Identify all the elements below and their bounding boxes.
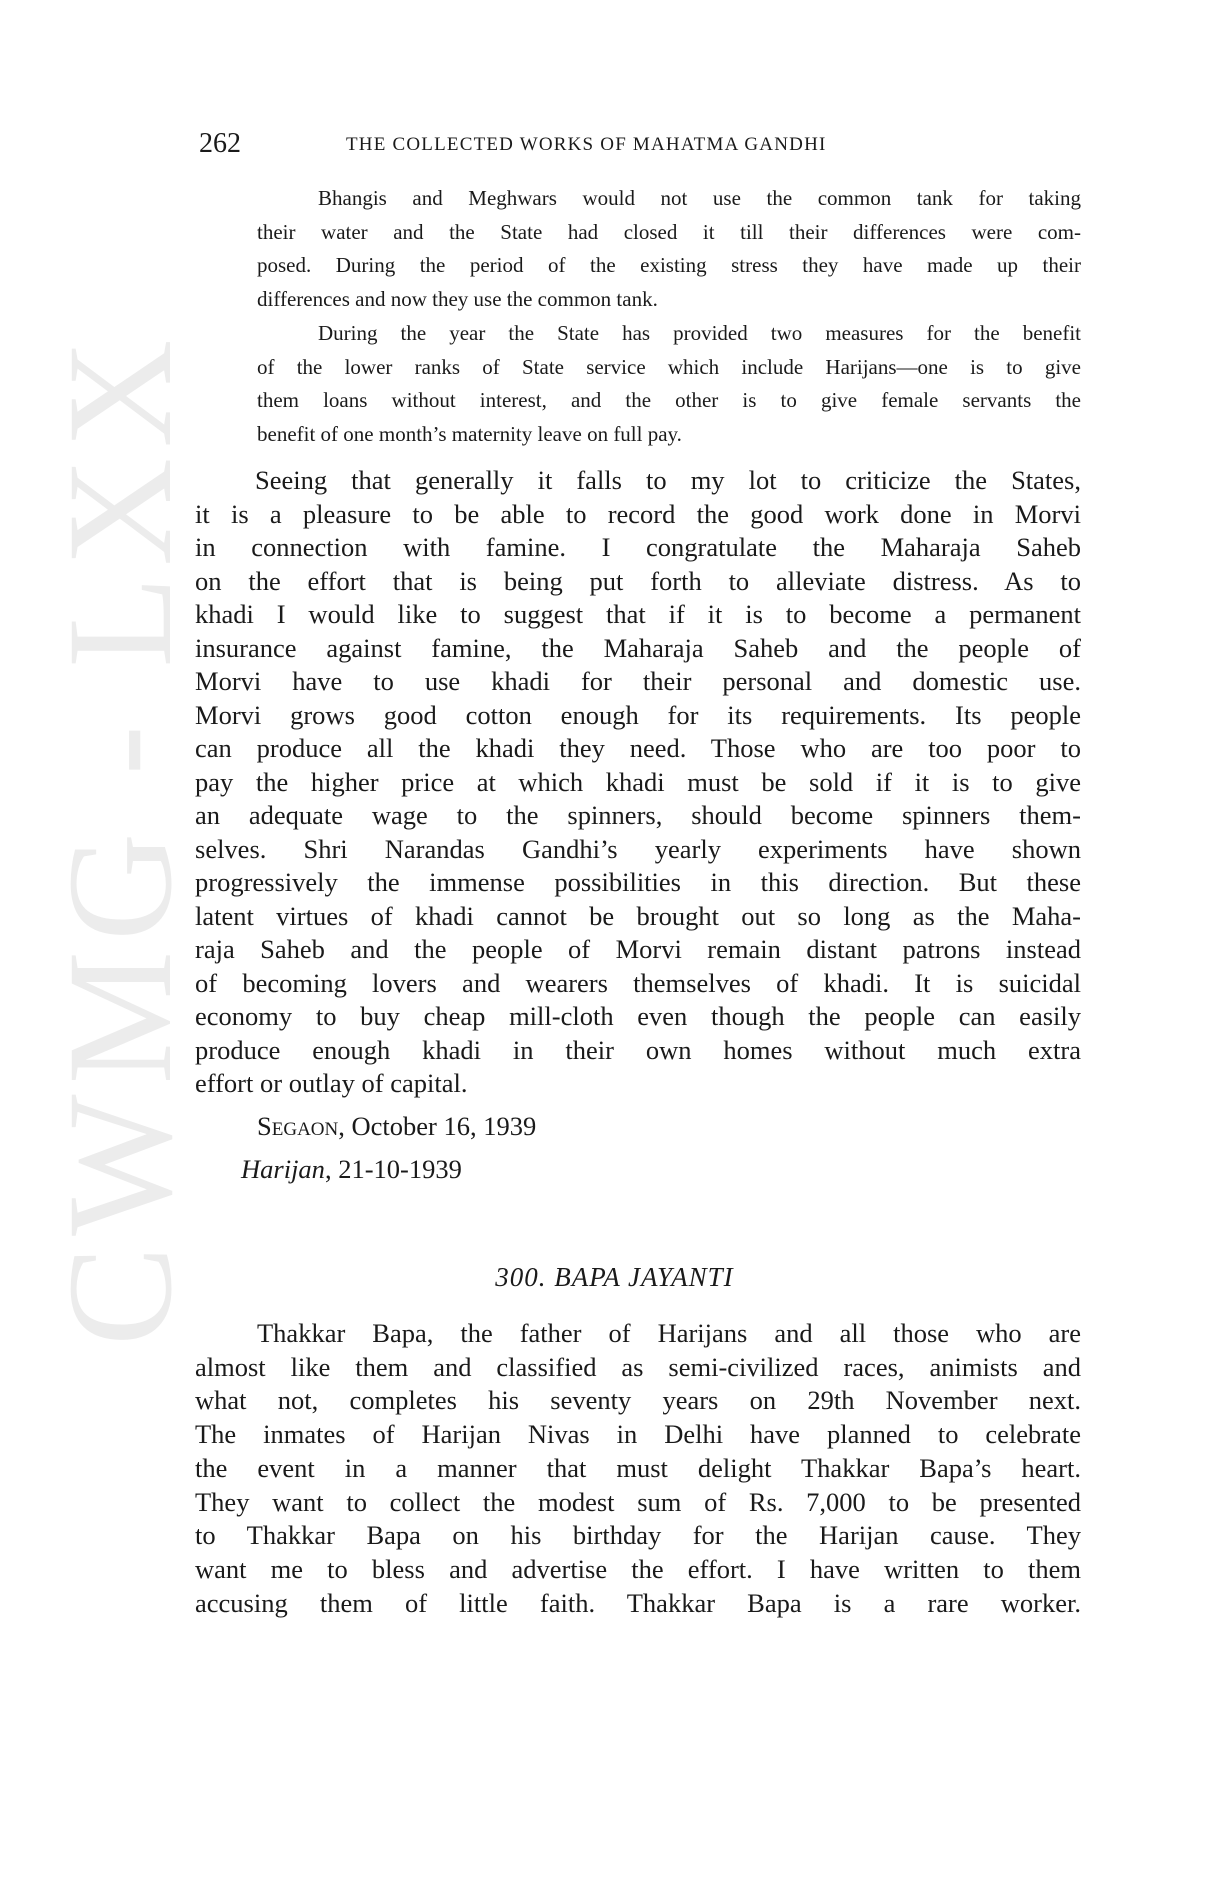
text-line: latent virtues of khadi cannot be brought out so long as the Maha- — [195, 900, 1081, 931]
text-line: khadi I would like to suggest that if it is to become a permanent — [195, 599, 1081, 629]
main-paragraph — [195, 464, 1081, 1101]
text-line: effort or outlay of capital. — [195, 1068, 468, 1098]
quoted-excerpt — [257, 182, 1081, 452]
text-line: economy to buy cheap mill-cloth even though the people can easily — [195, 1001, 1081, 1031]
text-line: They want to collect the modest sum of Rs. 7,000 to be presented — [195, 1486, 1081, 1517]
text-line: what not, completes his seventy years on 29th November next. — [195, 1385, 1081, 1416]
text-line: raja Saheb and the people of Morvi remain distant patrons instead — [195, 934, 1081, 964]
text-line: The inmates of Harijan Nivas in Delhi have planned to celebrate — [195, 1419, 1081, 1450]
text-line: differences and now they use the common tank. — [257, 287, 658, 312]
signoff-date: , October 16, 1939 — [338, 1111, 537, 1141]
text-line: in connection with famine. I congratulate the Maharaja Saheb — [195, 532, 1081, 562]
article-body — [195, 1317, 1081, 1620]
text-line: on the effort that is being put forth to alleviate distress. As to — [195, 565, 1081, 596]
text-line: posed. During the period of the existing stress they have made up their — [257, 253, 1081, 278]
source-line — [241, 1154, 462, 1185]
text-line: an adequate wage to the spinners, should become spinners them- — [195, 800, 1081, 830]
text-line: pay the higher price at which khadi must be sold if it is to give — [195, 766, 1081, 797]
text-line: them loans without interest, and the other is to give female servants the — [257, 388, 1081, 413]
text-line: of becoming lovers and wearers themselves of khadi. It is suicidal — [195, 967, 1081, 998]
text-line: Seeing that generally it falls to my lot to criticize the States, — [255, 465, 1081, 495]
text-line: it is a pleasure to be able to record the good work done in Morvi — [195, 498, 1081, 529]
signoff-line — [257, 1111, 536, 1142]
signoff-place: Segaon — [257, 1111, 339, 1141]
text-line: Thakkar Bapa, the father of Harijans and all those who are — [257, 1318, 1081, 1348]
text-line: benefit of one month’s maternity leave on full pay. — [257, 421, 682, 446]
text-line: to Thakkar Bapa on his birthday for the Harijan cause. They — [195, 1520, 1081, 1551]
text-line: almost like them and classified as semi-civilized races, animists and — [195, 1351, 1081, 1382]
text-line: their water and the State had closed it till their differences were com- — [257, 219, 1081, 244]
text-line: can produce all the khadi they need. Those who are too poor to — [195, 733, 1081, 763]
source-date: , 21-10-1939 — [324, 1154, 462, 1184]
watermark: CWMG - LXX — [37, 329, 203, 1346]
running-title: THE COLLECTED WORKS OF MAHATMA GANDHI — [346, 134, 827, 155]
text-line: Morvi grows good cotton enough for its requirements. Its people — [195, 699, 1081, 730]
text-line: want me to bless and advertise the effort. I have written to them — [195, 1553, 1081, 1584]
text-line: produce enough khadi in their own homes without much extra — [195, 1034, 1081, 1065]
text-line: accusing them of little faith. Thakkar Bapa is a rare worker. — [195, 1587, 1081, 1618]
article-title: 300. BAPA JAYANTI — [495, 1262, 734, 1292]
text-line: progressively the immense possibilities in this direction. But these — [195, 867, 1081, 897]
text-line: Morvi have to use khadi for their personal and domestic use. — [195, 666, 1081, 696]
text-line: During the year the State has provided two measures for the benefit — [318, 320, 1081, 345]
source-publication: Harijan — [241, 1154, 325, 1184]
text-line: insurance against famine, the Maharaja Saheb and the people of — [195, 632, 1081, 663]
text-line: of the lower ranks of State service which include Harijans—one is to give — [257, 354, 1081, 379]
text-line: the event in a manner that must delight Thakkar Bapa’s heart. — [195, 1452, 1081, 1483]
page-number: 262 — [199, 128, 241, 159]
text-line: selves. Shri Narandas Gandhi’s yearly experiments have shown — [195, 833, 1081, 864]
text-line: Bhangis and Meghwars would not use the common tank for taking — [318, 186, 1081, 210]
